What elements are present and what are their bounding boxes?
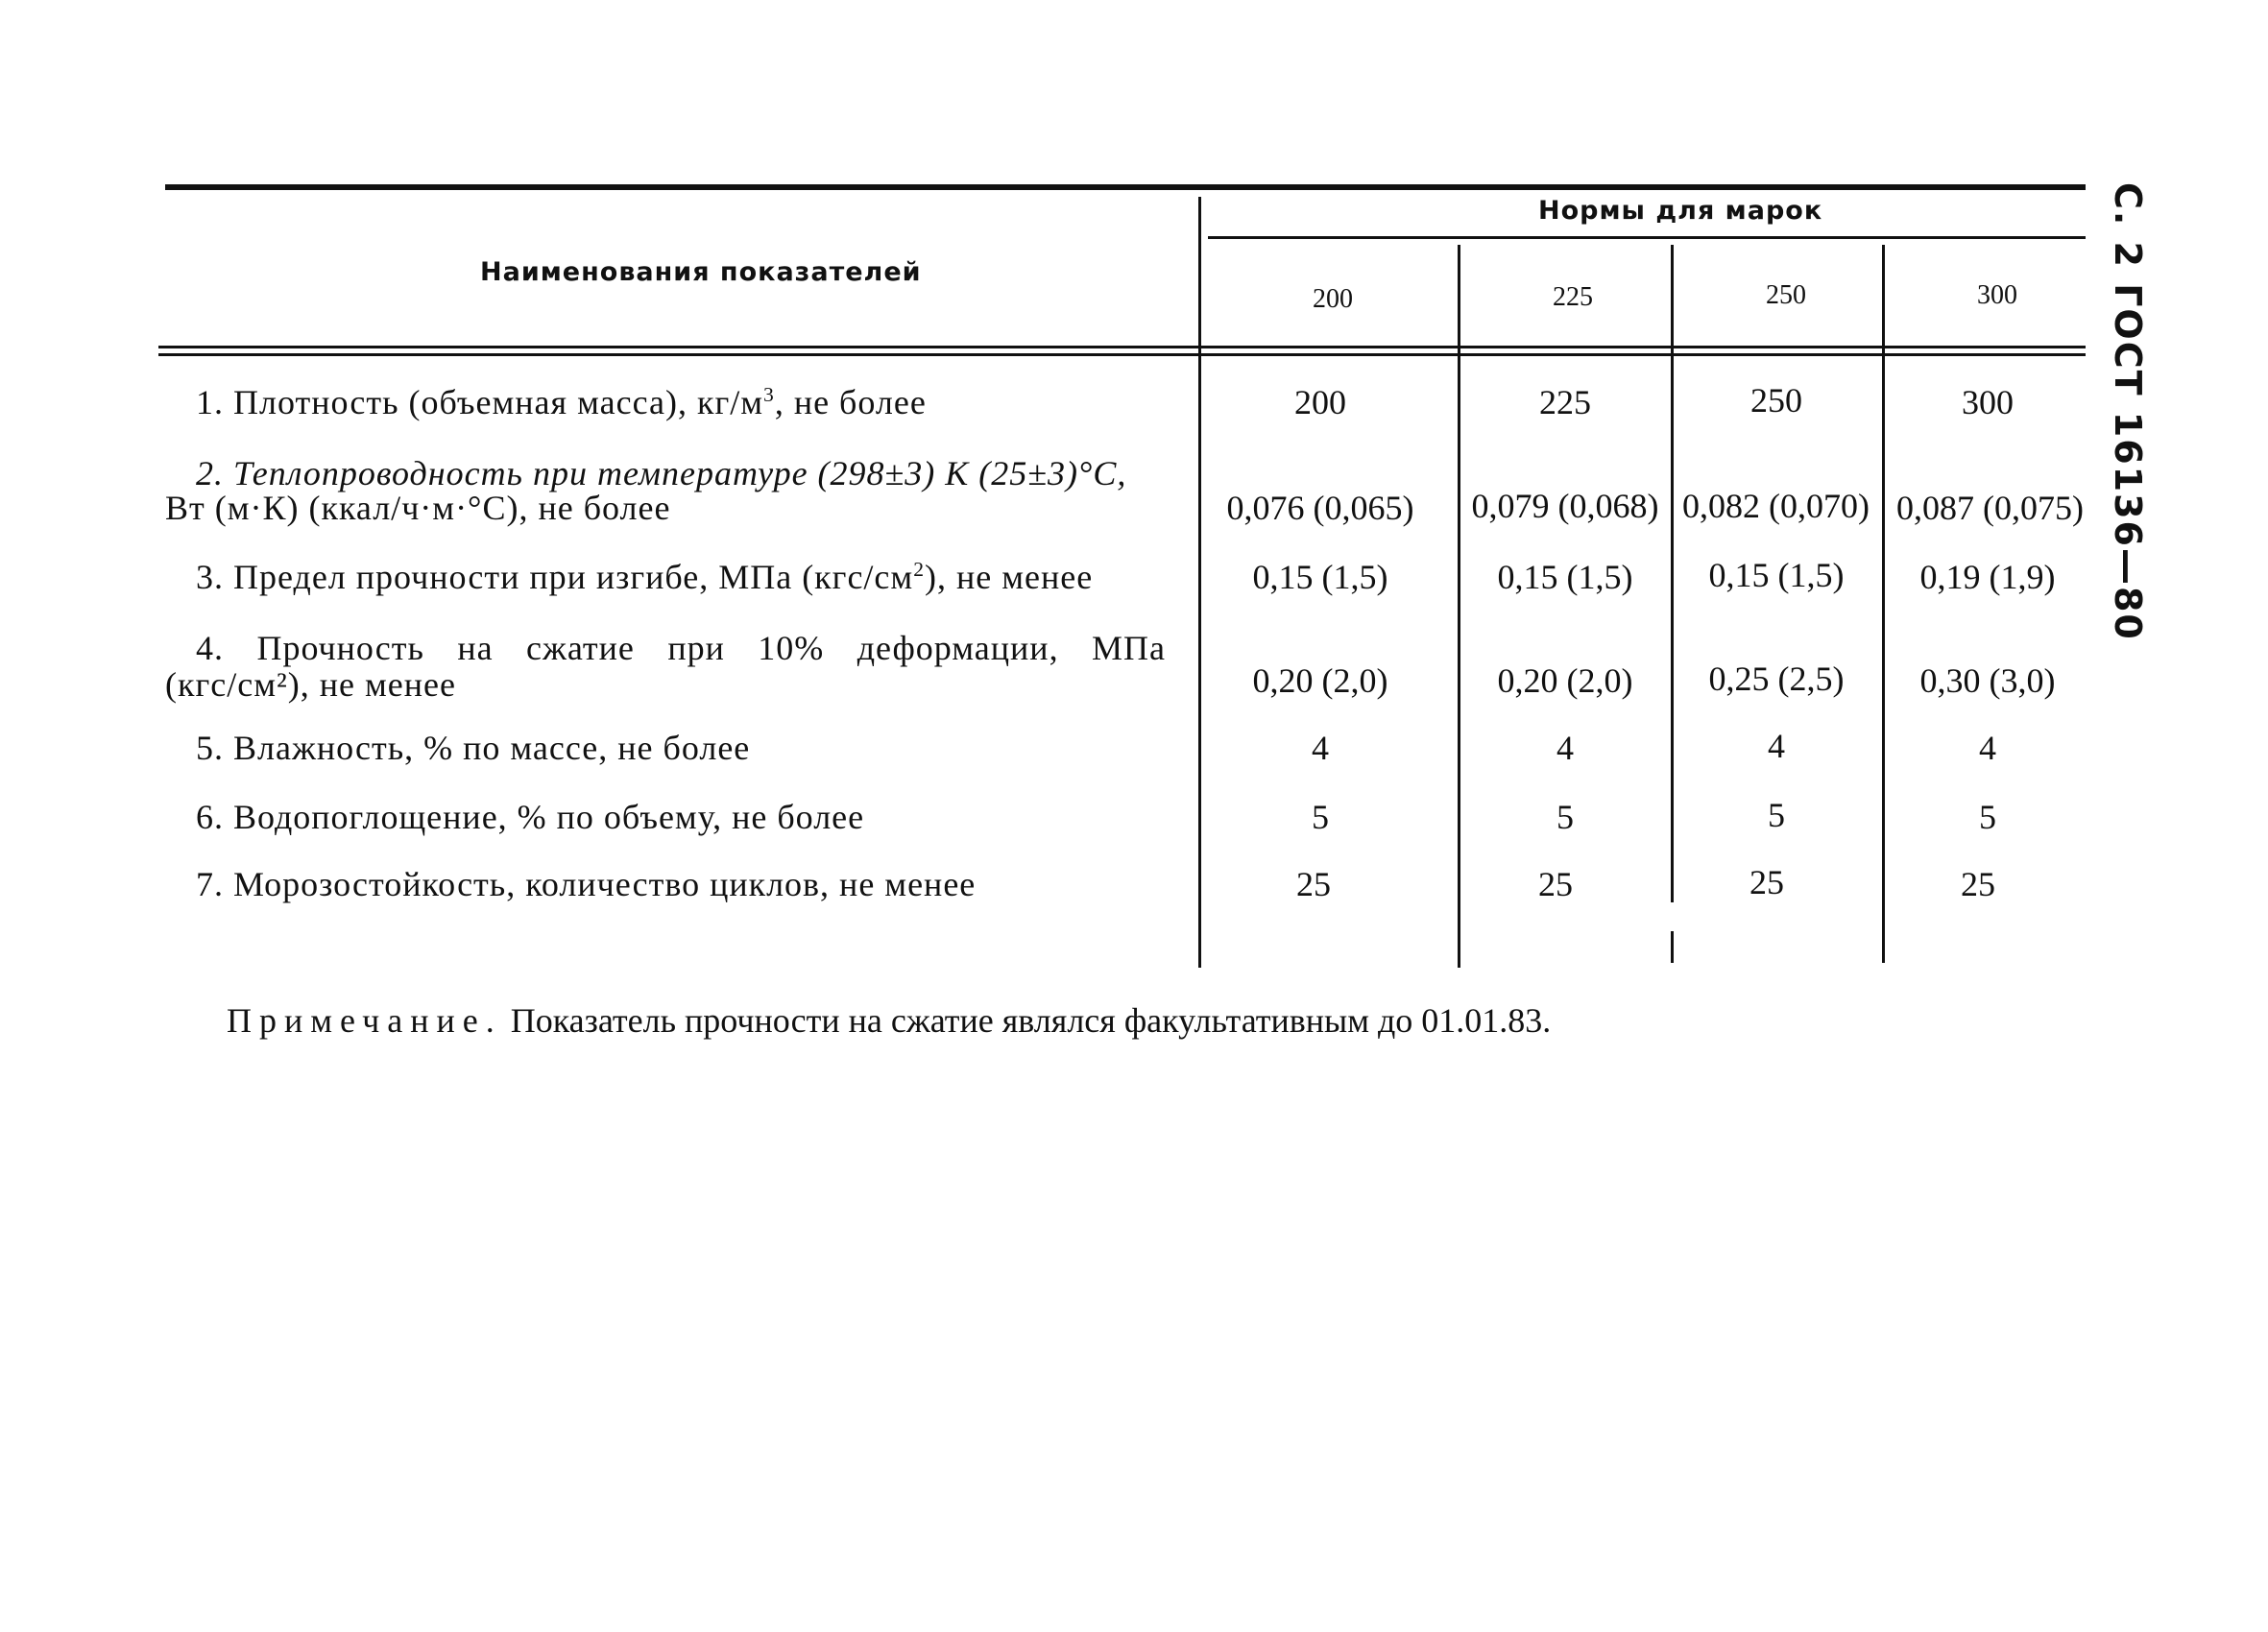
header-double-rule-bottom	[158, 353, 2086, 356]
value-frost-300: 25	[1961, 865, 1995, 903]
value-density-200: 200	[1294, 383, 1346, 421]
value-moisture-250: 4	[1768, 727, 1785, 765]
header-grade-200: 200	[1313, 284, 1353, 314]
column-divider-300	[1882, 245, 1885, 963]
note-prefix: Примечание.	[227, 1001, 502, 1040]
column-divider-250	[1671, 245, 1674, 963]
value-absorption-200: 5	[1312, 798, 1329, 836]
header-indicator-names: Наименования показателей	[480, 257, 922, 287]
value-compressive-250: 0,25 (2,5)	[1708, 660, 1845, 698]
value-density-250: 250	[1750, 381, 1802, 420]
gap-cover-250	[1669, 902, 1677, 931]
column-divider-name	[1198, 197, 1201, 968]
header-grade-225: 225	[1553, 282, 1593, 312]
value-density-300: 300	[1962, 383, 2014, 421]
value-conductivity-250: 0,082 (0,070)	[1682, 487, 1870, 525]
page-running-header: С. 2 ГОСТ 16136—80	[2107, 182, 2149, 641]
value-compressive-225: 0,20 (2,0)	[1497, 661, 1633, 700]
value-absorption-300: 5	[1979, 798, 1996, 836]
value-bending-200: 0,15 (1,5)	[1252, 558, 1388, 596]
table-top-rule	[165, 184, 2086, 190]
value-bending-250: 0,15 (1,5)	[1708, 556, 1845, 594]
value-bending-225: 0,15 (1,5)	[1497, 558, 1633, 596]
header-double-rule-top	[158, 346, 2086, 348]
header-norms-for-grades: Нормы для марок	[1538, 196, 1823, 226]
value-bending-300: 0,19 (1,9)	[1919, 558, 2056, 596]
value-compressive-300: 0,30 (3,0)	[1919, 661, 2056, 700]
row-label-density: 1. Плотность (объемная масса), $кг/м^3$, не более	[196, 383, 927, 421]
value-conductivity-200: 0,076 (0,065)	[1226, 489, 1414, 527]
row-label-bending-strength: 3. Предел прочности при изгибе, МПа $(кгс/см^2)$, не менее	[196, 558, 1094, 596]
norms-underline	[1208, 236, 2086, 239]
row-label-thermal-conductivity-units: Вт (м·К) (ккал/ч·м·°С), не более	[165, 489, 671, 527]
row-label-moisture: 5. Влажность, % по массе, не более	[196, 729, 751, 767]
column-divider-225	[1458, 245, 1460, 968]
row-label-water-absorption: 6. Водопоглощение, % по объему, не более	[196, 798, 865, 836]
value-frost-200: 25	[1296, 865, 1331, 903]
row-label-compressive-strength: 4. Прочность на сжатие при 10% деформации, МПа	[196, 629, 1166, 667]
value-conductivity-300: 0,087 (0,075)	[1896, 489, 2084, 527]
value-conductivity-225: 0,079 (0,068)	[1471, 487, 1659, 525]
value-frost-250: 25	[1749, 863, 1784, 901]
value-moisture-200: 4	[1312, 729, 1329, 767]
row-label-frost-resistance: 7. Морозостойкость, количество циклов, не менее	[196, 865, 977, 903]
value-compressive-200: 0,20 (2,0)	[1252, 661, 1388, 700]
row-label-compressive-strength-units: (кгс/см²), не менее	[165, 665, 456, 704]
header-grade-300: 300	[1977, 280, 2017, 310]
value-density-225: 225	[1539, 383, 1591, 421]
value-moisture-300: 4	[1979, 729, 1996, 767]
value-absorption-225: 5	[1556, 798, 1574, 836]
table-note	[227, 1000, 1551, 1041]
value-absorption-250: 5	[1768, 796, 1785, 834]
header-grade-250: 250	[1766, 280, 1806, 310]
value-frost-225: 25	[1538, 865, 1573, 903]
row-label-thermal-conductivity: 2. Теплопроводность при температуре (298±3) К (25±3)°С,	[196, 454, 1127, 492]
note-text: Показатель прочности на сжатие являлся факультативным до 01.01.83.	[501, 1001, 1552, 1040]
value-moisture-225: 4	[1556, 729, 1574, 767]
